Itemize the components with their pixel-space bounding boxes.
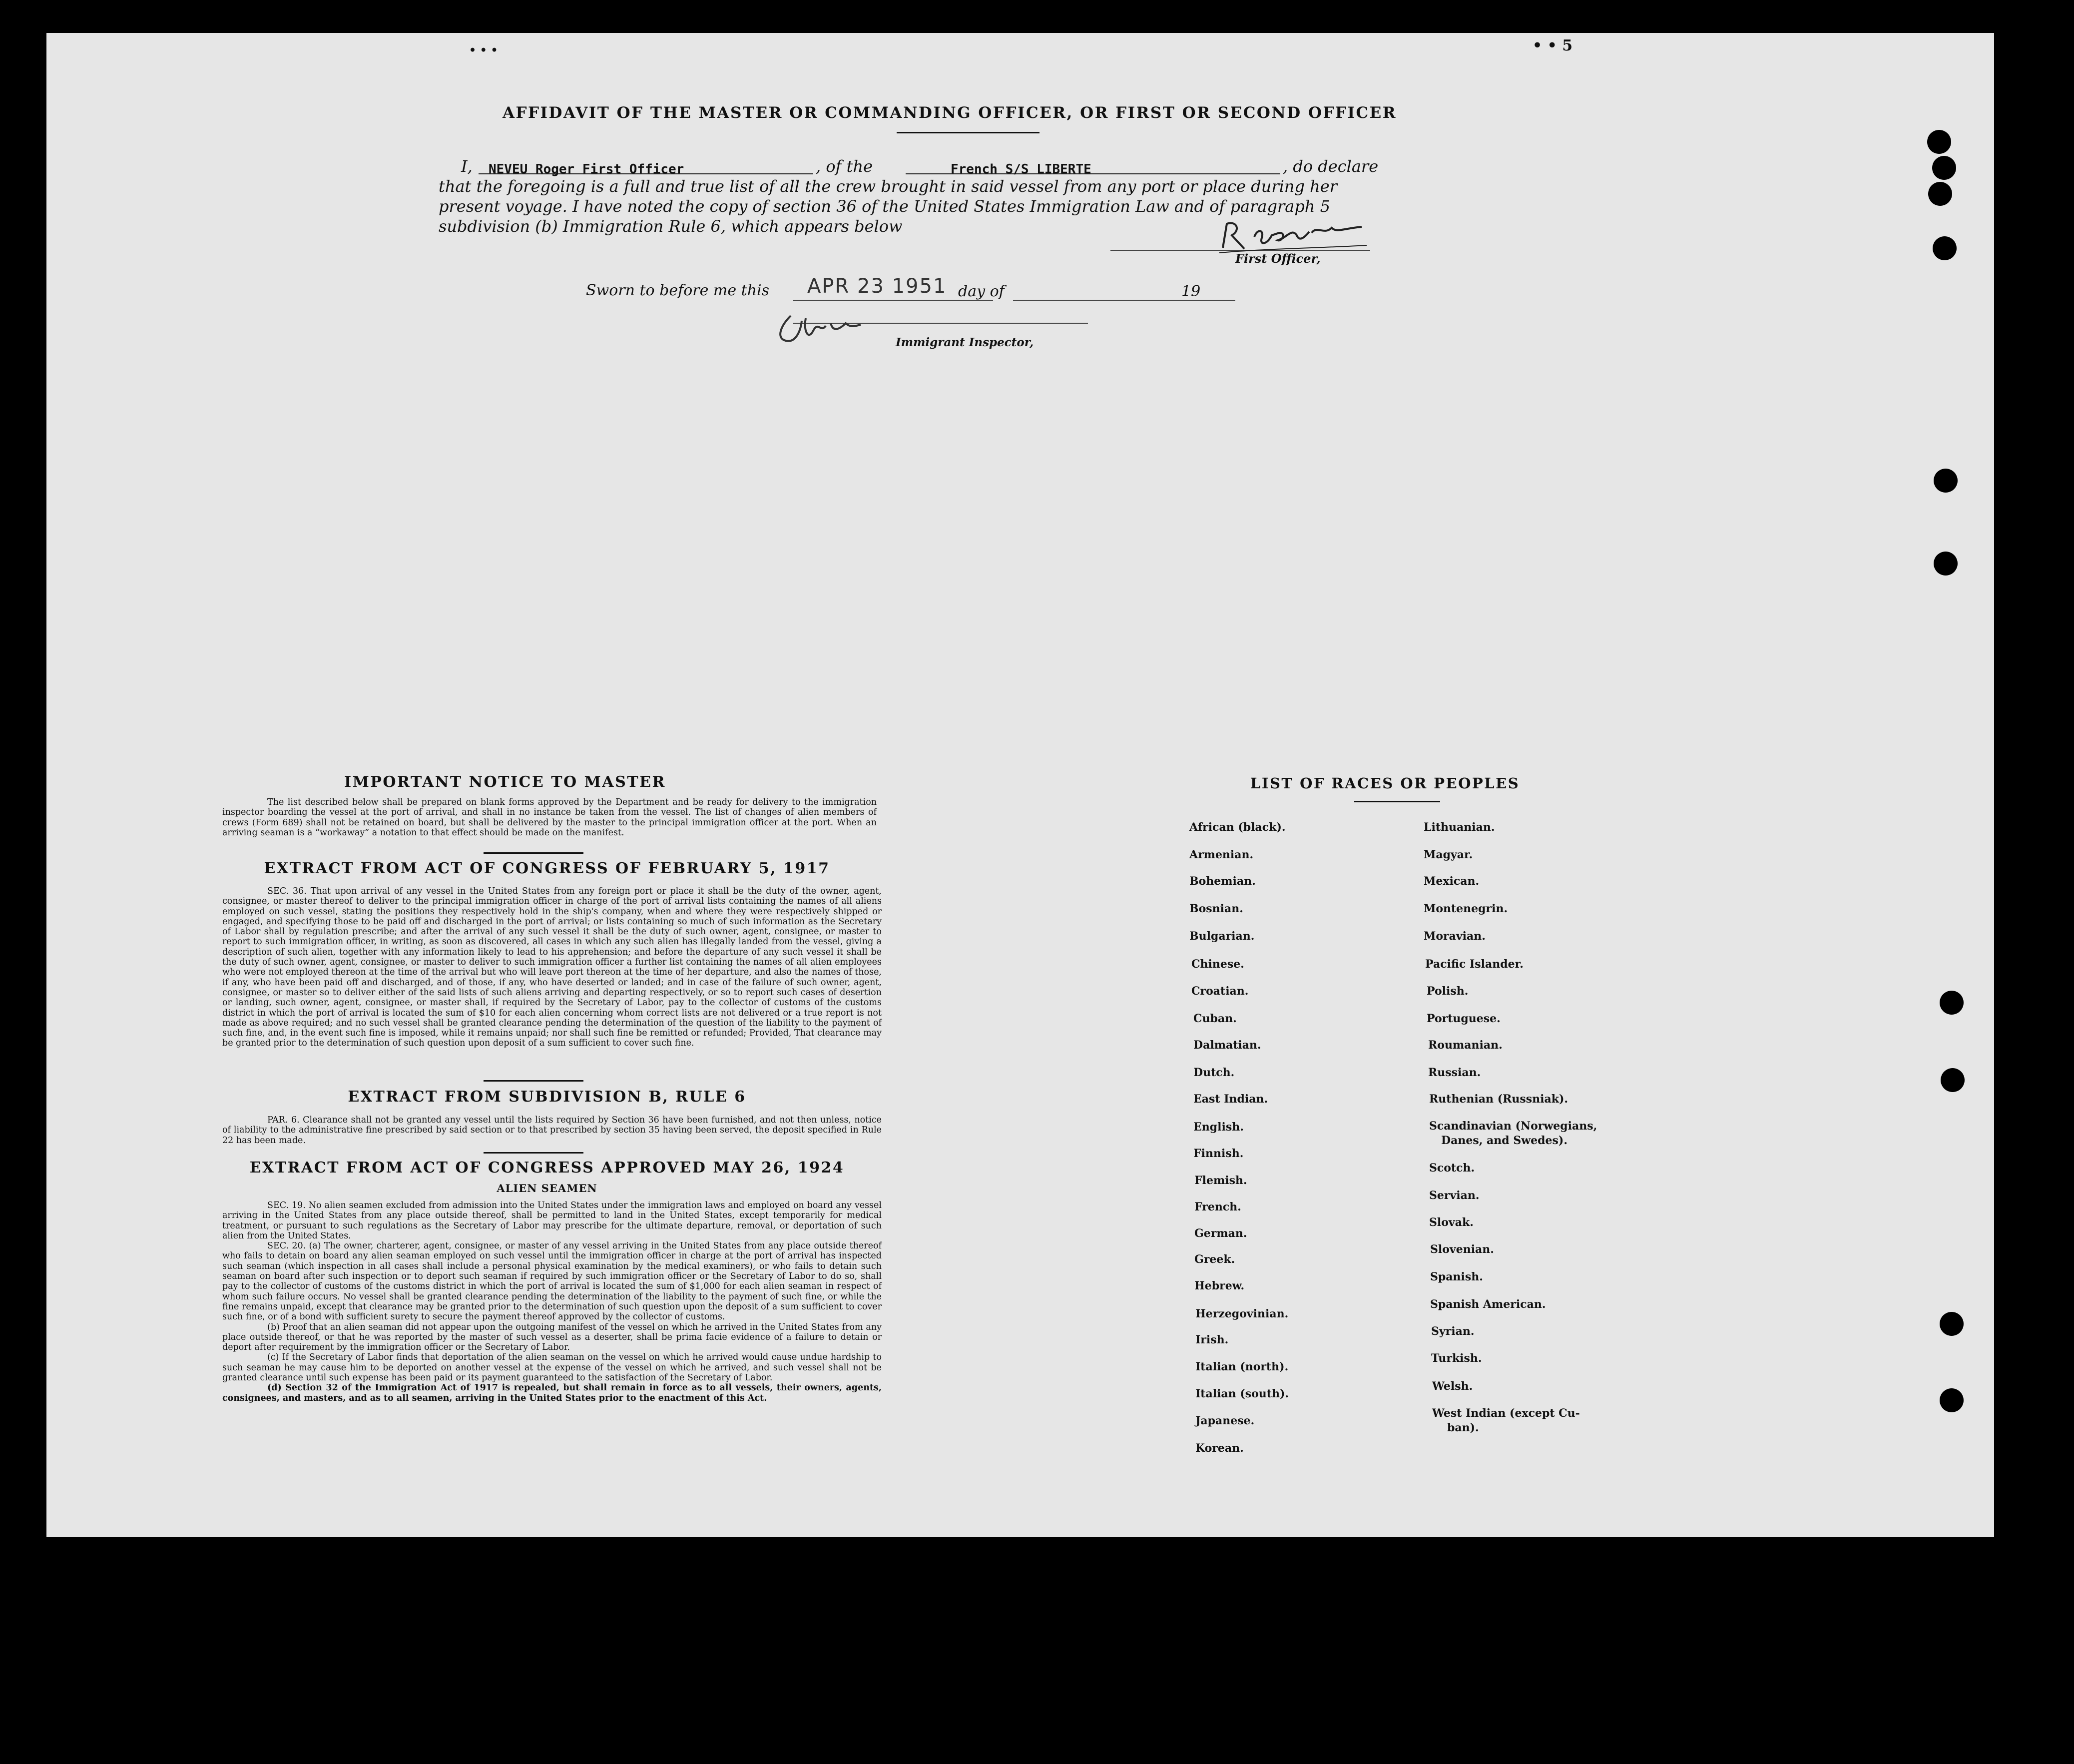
race-item: Portuguese. [1427, 1012, 1501, 1025]
sec20b-text: (b) Proof that an alien seaman did not appear upon the outgoing manifest of the vessel on which he arrived in the United States from any place outside thereof, or that he was reported by the master of such vessel as a deserter, shall be prima facie evidence of a failure to detain or deport after requirement by the immigration officer or the Secretary of Labor. [222, 1322, 882, 1353]
race-item: Slovak. [1429, 1216, 1474, 1229]
race-item: Montenegrin. [1424, 902, 1508, 915]
declaration-line-1 [439, 156, 1428, 176]
inspector-signature [771, 311, 891, 351]
vessel-name: French S/S LIBERTE [951, 162, 1091, 177]
race-item: Bosnian. [1189, 902, 1243, 915]
sec36-text: SEC. 36. That upon arrival of any vessel in the United States from any foreign port or place it shall be the duty of the owner, agent, consignee, or master thereof to deliver to the principal immigration officer in charge of the port of arrival lists containing the names of all aliens employed on such vessel, stating the positions they respectively hold in the ship's company, when and where they were respectively shipped or engaged, and specifying those to be paid off and discharged in the port of arrival; or lists containing so much of such information as the Secretary of Labor shall by regulation prescribe; and after the arrival of any such vessel it shall be the duty of such owner, agent, consignee, or master to report to such immigration officer, in writing, as soon as discovered, all cases in which any such alien has illegally landed from the vessel, giving a description of such alien, together with any information likely to lead to his apprehension; and before the departure of any such vessel it shall be the duty of such owner, agent, consignee, or master to deliver to such immigration officer a further list containing the names of all alien employees who were not employed thereon at the time of the arrival but who will leave port thereon at the time of her departure, and also the names of those, if any, who have been paid off and discharged, and of those, if any, who have deserted or landed; and in case of the failure of such owner, agent, consignee, or master so to deliver either of the said lists of such aliens arriving and departing respectively, or so to report such cases of desertion or landing, such owner, agent, consignee, or master shall, if required by the Secretary of Labor, pay to the collector of customs of the customs district in which the port of arrival is located the sum of $10 for each alien concerning whom correct lists are not delivered or a true report is not made as above required; and no such vessel shall be granted clearance pending the determination of the question of the liability to the payment of such fine, and, in the event such fine is imposed, while it remains unpaid; nor shall such fine be remitted or refunded; Provided, That clearance may be granted prior to the determination of such question upon deposit of a sum sufficient to cover such fine. [222, 886, 882, 1049]
race-item: Croatian. [1191, 985, 1249, 998]
sec20d-text: (d) Section 32 of the Immigration Act of 1917 is repealed, but shall remain in force as to all vessels, their owners, agents, consignees, and masters, and as to all seamen, arriving in the United States prior to the enactment of this Act. [222, 1383, 882, 1403]
sec19-20-block [222, 1200, 882, 1403]
declaration-line-4: subdivision (b) Immigration Rule 6, which appears below [439, 217, 903, 236]
races-rule [1354, 801, 1440, 802]
race-item: Servian. [1429, 1189, 1480, 1202]
race-item: Bohemian. [1189, 875, 1256, 888]
document-page [46, 33, 1994, 1537]
year-prefix: 19 [1181, 283, 1201, 300]
race-item: West Indian (except Cu- [1432, 1407, 1580, 1420]
do-declare-label: , do declare [1283, 157, 1379, 176]
officer-label: First Officer, [1235, 251, 1321, 266]
extract3-subtitle: ALIEN SEAMEN [497, 1182, 597, 1194]
race-item: Dalmatian. [1193, 1039, 1261, 1052]
of-the-label: , of the [816, 157, 873, 176]
race-item: Polish. [1427, 985, 1469, 998]
race-item: Bulgarian. [1189, 930, 1255, 943]
race-item: Finnish. [1193, 1147, 1244, 1160]
punch-hole [1934, 469, 1958, 493]
race-item: Scandinavian (Norwegians, [1429, 1120, 1597, 1133]
race-item: Irish. [1195, 1333, 1229, 1346]
notice-intro-text: The list described below shall be prepared on blank forms approved by the Department and be ready for delivery to the immigration inspector boarding the vessel at the port of arrival, and shall in no instance be taken from the vessel. The list of changes of alien members of crews (Form 689) shall not be retained on board, but shall be delivered by the master to the principal immigration officer at the port. When an arriving seaman is a “workaway” a notation to that effect should be made on the manifest. [222, 797, 877, 838]
race-item: Scotch. [1429, 1162, 1475, 1175]
race-item: Italian (north). [1195, 1360, 1289, 1373]
affidavit-title: AFFIDAVIT OF THE MASTER OR COMMANDING OFFICER, OR FIRST OR SECOND OFFICER [502, 104, 1397, 122]
races-title: LIST OF RACES OR PEOPLES [1250, 775, 1520, 792]
race-item: Moravian. [1424, 930, 1486, 943]
race-item: Slovenian. [1430, 1243, 1494, 1256]
punch-hole [1940, 1312, 1964, 1336]
i-label: I, [461, 157, 473, 176]
section-rule [484, 852, 583, 854]
sec36-block [222, 886, 882, 1049]
race-item: Ruthenian (Russniak). [1429, 1093, 1568, 1106]
inspector-label: Immigrant Inspector, [896, 336, 1034, 349]
notice-title: IMPORTANT NOTICE TO MASTER [344, 773, 666, 791]
race-item: Korean. [1195, 1442, 1244, 1455]
section-rule [484, 1152, 583, 1154]
day-of-label: day of [958, 283, 1005, 300]
race-item: Mexican. [1424, 875, 1480, 888]
extract1-title: EXTRACT FROM ACT OF CONGRESS OF FEBRUARY 5, 1917 [264, 860, 830, 877]
punch-hole [1941, 1068, 1965, 1092]
race-item: Greek. [1194, 1253, 1235, 1266]
race-item: Hebrew. [1194, 1279, 1245, 1292]
race-item: African (black). [1189, 821, 1286, 834]
race-item: Italian (south). [1195, 1387, 1289, 1400]
punch-hole [1927, 130, 1951, 154]
extract2-title: EXTRACT FROM SUBDIVISION B, RULE 6 [348, 1088, 746, 1106]
race-item: Cuban. [1193, 1012, 1237, 1025]
race-item: German. [1194, 1227, 1247, 1240]
par6-text: PAR. 6. Clearance shall not be granted any vessel until the lists required by Section 36 have been furnished, and not then unless, notice of liability to the administrative fine prescribed by said section or to that prescribed by section 35 having been served, the deposit specified in Rule 22 has been made. [222, 1115, 882, 1146]
race-item: Spanish American. [1430, 1298, 1546, 1311]
title-rule [897, 132, 1039, 133]
declarant-name: NEVEU Roger First Officer [489, 162, 684, 177]
punch-hole [1940, 991, 1964, 1015]
sec20c-text: (c) If the Secretary of Labor finds that deportation of the alien seaman on the vessel on which he arrived would cause undue hardship to such seaman he may cause him to be deported on another vessel at the expense of the vessel on which he arrived, and such vessel shall not be granted clearance until such expense has been paid or its payment guaranteed to the satisfaction of the Secretary of Labor. [222, 1352, 882, 1383]
race-item: Syrian. [1431, 1325, 1475, 1338]
notice-intro [222, 797, 877, 838]
section-rule [484, 1080, 583, 1082]
race-item: Pacific Islander. [1425, 958, 1524, 971]
extract3-title: EXTRACT FROM ACT OF CONGRESS APPROVED MAY 26, 1924 [249, 1159, 845, 1176]
race-item: Chinese. [1191, 958, 1244, 971]
date-stamp: APR 23 1951 [807, 275, 947, 298]
race-item: French. [1194, 1200, 1241, 1213]
race-item: Spanish. [1430, 1270, 1483, 1283]
race-item: ban). [1447, 1421, 1479, 1434]
race-item: Flemish. [1194, 1174, 1247, 1187]
punch-hole [1940, 1388, 1964, 1412]
sworn-text: Sworn to before me this [586, 282, 770, 299]
punch-hole [1934, 552, 1958, 576]
declaration-line-3: present voyage. I have noted the copy of section 36 of the United States Immigration Law and of paragraph 5 [439, 197, 1330, 216]
sec19-text: SEC. 19. No alien seamen excluded from admission into the United States under the immigration laws and employed on board any vessel arriving in the United States from any place outside thereof, shall be permitted to land in the United States, except temporarily for medical treatment, or pursuant to such regulations as the Secretary of Labor may prescribe for the ultimate departure, removal, or deportation of such alien from the United States. [222, 1200, 882, 1241]
year-field-line [1205, 300, 1235, 301]
punch-hole [1928, 182, 1952, 206]
punch-hole [1932, 156, 1956, 180]
par6-block [222, 1115, 882, 1146]
punch-hole [1933, 236, 1957, 260]
race-item: Armenian. [1189, 848, 1254, 861]
race-item: Herzegovinian. [1195, 1307, 1289, 1320]
corner-mark-right: • • 5 [1533, 37, 1573, 54]
race-item: Dutch. [1193, 1066, 1235, 1079]
race-item: English. [1193, 1121, 1244, 1134]
declaration-line-2: that the foregoing is a full and true list of all the crew brought in said vessel from any port or place during her [439, 177, 1337, 196]
race-item: Lithuanian. [1424, 821, 1495, 834]
race-item: Japanese. [1195, 1414, 1255, 1427]
race-item: East Indian. [1193, 1093, 1268, 1106]
race-item: Roumanian. [1428, 1039, 1503, 1052]
race-item: Russian. [1428, 1066, 1481, 1079]
corner-mark-left: • • • [469, 44, 498, 57]
race-item: Danes, and Swedes). [1441, 1134, 1567, 1147]
sec20a-text: SEC. 20. (a) The owner, charterer, agent, consignee, or master of any vessel arriving in the United States from any place outside thereof who fails to detain on board any alien seaman employed on such vessel until the immigration officer in charge at the port of arrival has inspected such seaman (which inspection in all cases shall include a personal physical examination by the medical examiners), or who fails to detain such seaman on board after such inspection or to deport such seaman if required by such immigration officer or the Secretary of Labor to do so, shall pay to the collector of customs of the customs district in which the port of arrival is located the sum of $1,000 for each alien seaman in respect of whom such failure occurs. No vessel shall be granted clearance pending the determination of the liability to the payment of such fine, or while the fine remains unpaid, except that clearance may be granted prior to the determination of such question upon the deposit of a sum sufficient to cover such fine, or of a bond with sufficient surety to secure the payment thereof approved by the collector of customs. [222, 1241, 882, 1322]
race-item: Turkish. [1431, 1352, 1482, 1365]
race-item: Magyar. [1424, 848, 1473, 861]
race-item: Welsh. [1432, 1380, 1473, 1393]
sworn-line [586, 282, 769, 299]
